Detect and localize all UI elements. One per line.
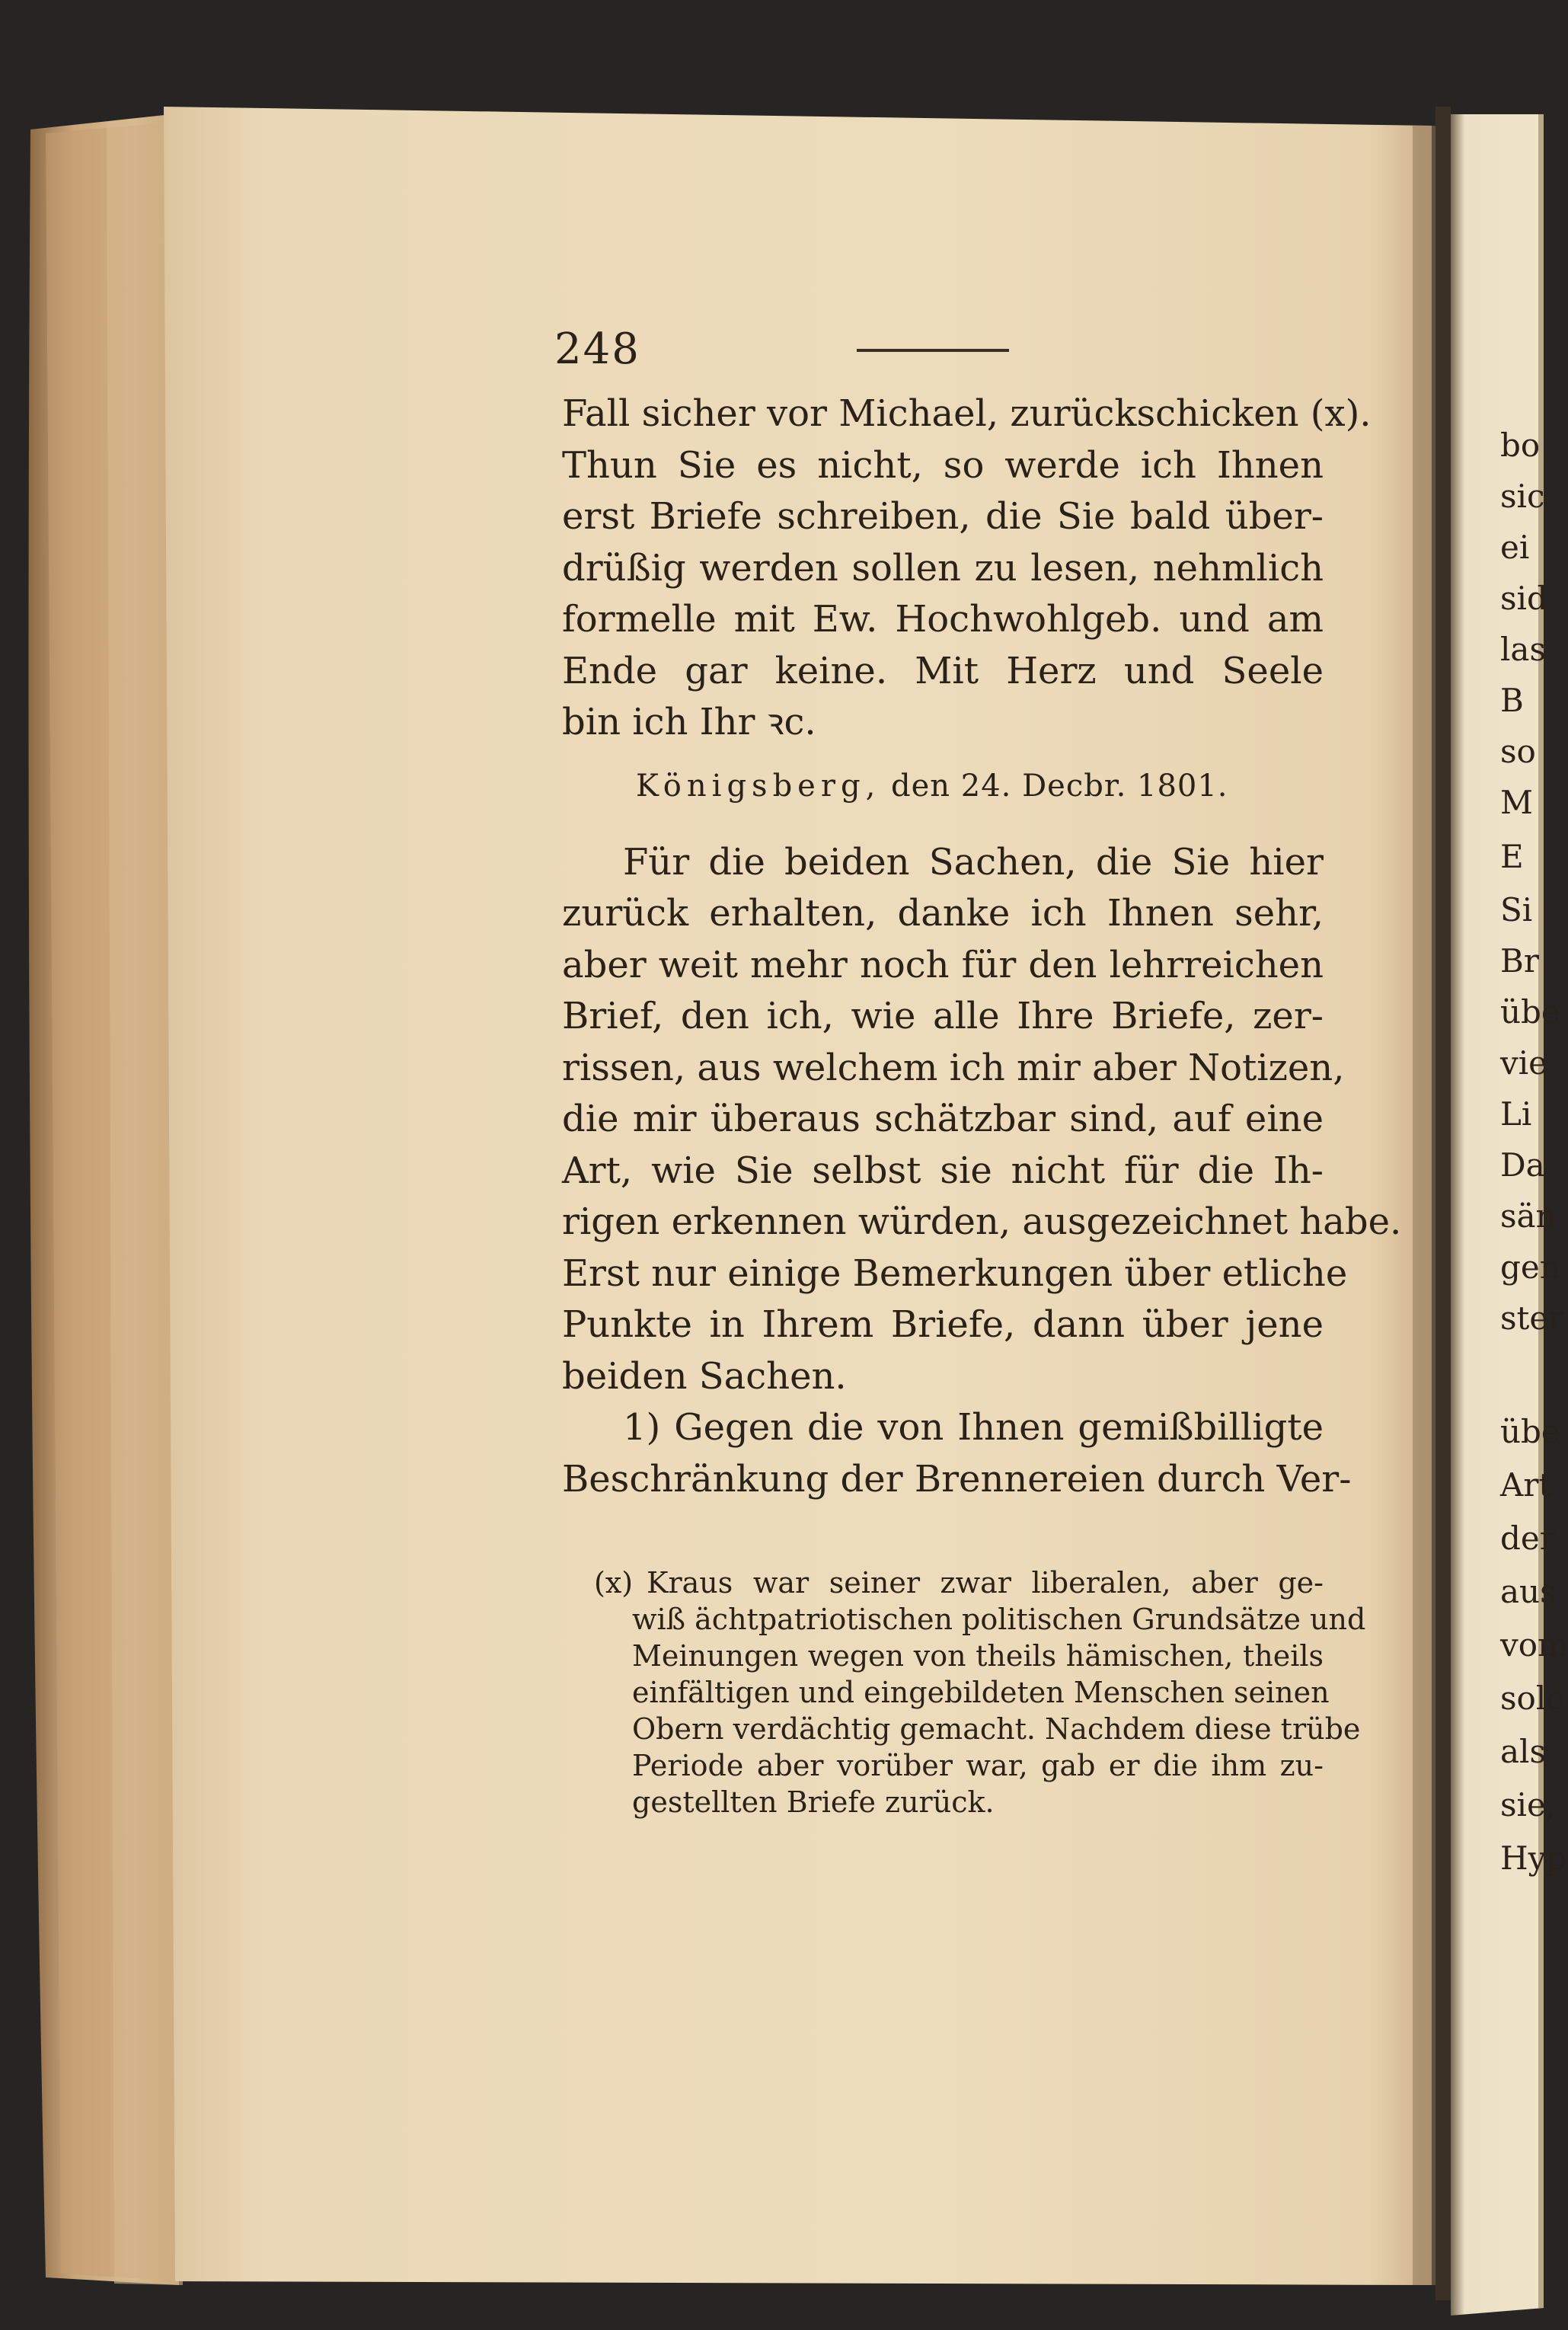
facing-fragment: M — [1500, 784, 1534, 821]
facing-fragment: übe — [1500, 1413, 1560, 1450]
facing-fragment: sid — [1500, 580, 1547, 617]
facing-fragment: Art — [1500, 1466, 1552, 1504]
text-line: formelle mit Ew. Hochwohlgeb. und am — [562, 598, 1324, 641]
facing-fragment: übe — [1500, 993, 1560, 1031]
facing-fragment: so — [1500, 733, 1536, 770]
facing-fragment: ster — [1500, 1299, 1564, 1337]
text-line: bin ich Ihr ꝛc. — [562, 701, 816, 743]
footnote-line: Meinungen wegen von theils hämischen, theils — [632, 1639, 1324, 1673]
facing-fragment: bo — [1500, 427, 1541, 464]
text-line: erst Briefe schreiben, die Sie bald über- — [562, 495, 1324, 538]
text-line: drüßig werden sollen zu lesen, nehmlich — [562, 546, 1324, 590]
facing-fragment: Da — [1500, 1146, 1545, 1184]
facing-fragment: B — [1500, 682, 1524, 719]
text-line: Brief, den ich, wie alle Ihre Briefe, zer- — [562, 995, 1324, 1037]
facing-fragment: sic — [1500, 478, 1545, 515]
facing-fragment: solc — [1500, 1680, 1564, 1717]
facing-fragment: vie — [1500, 1044, 1548, 1082]
footnote — [594, 1565, 1366, 1820]
page-header — [472, 305, 1325, 388]
footnote-text: Kraus war seiner zwar liberalen, aber ge- — [647, 1566, 1324, 1600]
facing-fragment: Si — [1500, 891, 1533, 928]
dateline-date: den 24. Decbr. 1801. — [891, 768, 1228, 804]
footnote-line — [594, 1565, 1324, 1601]
text-line: Fall sicher vor Michael, zurückschicken (x). — [562, 392, 1372, 435]
facing-fragment: Br — [1500, 942, 1539, 980]
footnote-line: Periode aber vorüber war, gab er die ihm zu- — [632, 1749, 1324, 1782]
header-rule — [857, 349, 1009, 352]
facing-fragment: Li — [1500, 1095, 1532, 1133]
text-line: Ende gar keine. Mit Herz und Seele — [562, 649, 1324, 692]
facing-fragment: ei — [1500, 529, 1530, 566]
text-line: Art, wie Sie selbst sie nicht für die Ih- — [562, 1149, 1324, 1192]
text-line: Erst nur einige Bemerkungen über etliche — [562, 1251, 1348, 1295]
text-line: Beschränkung der Brennereien durch Ver- — [562, 1457, 1352, 1501]
footnote-line: gestellten Briefe zurück. — [632, 1785, 995, 1819]
text-line: die mir überaus schätzbar sind, auf eine — [562, 1098, 1324, 1140]
facing-fragment: gen — [1500, 1248, 1560, 1286]
paragraph-1 — [562, 388, 1372, 749]
book-page — [472, 305, 1402, 1820]
paragraph-2 — [562, 837, 1402, 1403]
text-line: rissen, aus welchem ich mir aber Notizen, — [562, 1046, 1345, 1089]
facing-fragment: E — [1500, 838, 1524, 875]
facing-fragment: las — [1500, 631, 1547, 668]
facing-fragment: aus — [1500, 1573, 1557, 1610]
footnote-line: einfältigen und eingebildeten Menschen seinen — [632, 1676, 1330, 1709]
footnote-line: wiß ächtpatriotischen politischen Grundsätze und — [632, 1603, 1366, 1636]
facing-fragment: der — [1500, 1520, 1555, 1557]
text-line: 1) Gegen die von Ihnen gemißbilligte — [623, 1406, 1324, 1449]
paragraph-3 — [562, 1402, 1352, 1505]
page-number: 248 — [554, 324, 640, 374]
footnote-mark: (x) — [594, 1566, 634, 1600]
text-line: zurück erhalten, danke ich Ihnen sehr, — [562, 892, 1324, 935]
text-line: rigen erkennen würden, ausgezeichnet habe. — [562, 1200, 1402, 1243]
footnote-line: Obern verdächtig gemacht. Nachdem diese trübe — [632, 1712, 1361, 1746]
text-line: Für die beiden Sachen, die Sie hier — [623, 840, 1324, 884]
text-line: beiden Sachen. — [562, 1354, 847, 1398]
facing-fragment: sän — [1500, 1197, 1557, 1235]
text-line: aber weit mehr noch für den lehrreichen — [562, 943, 1324, 986]
facing-fragment: als — [1500, 1733, 1547, 1770]
facing-fragment: Hyp — [1500, 1839, 1567, 1877]
facing-fragment: sie, — [1500, 1786, 1557, 1823]
letter-dateline — [636, 769, 1325, 822]
text-line: Punkte in Ihrem Briefe, dann über jene — [562, 1303, 1324, 1346]
text-line: Thun Sie es nicht, so werde ich Ihnen — [562, 443, 1324, 487]
dateline-place: Königsberg, — [636, 768, 881, 804]
facing-fragment: vom — [1500, 1626, 1568, 1664]
